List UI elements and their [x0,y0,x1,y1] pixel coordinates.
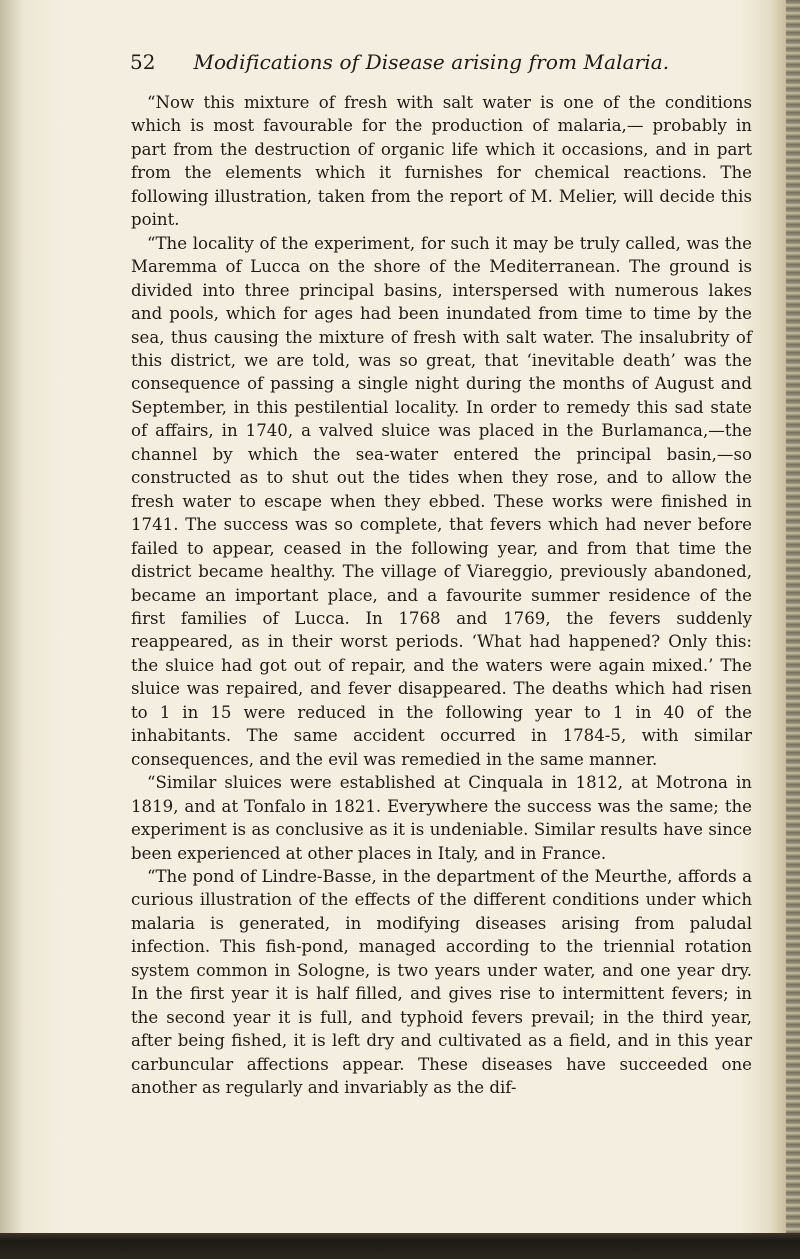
page-header [130,50,690,80]
body-text [131,91,752,1099]
paragraph: “Similar sluices were established at Cinquala in 1812, at Motrona in 1819, and at Tonfalo in 1821. Everywhere the success was the same; the experiment is as conclusive as it is undeniable. Similar results have since been experienced at other places in Italy, and in France. [131,773,752,863]
paragraph: “Now this mixture of fresh with salt water is one of the conditions which is most favourable for the production of malaria,— probably in part from the destruction of organic life which it occasions, and in part from the elements which it furnishes for chemical reactions. The following illustration, taken from the report of M. Melier, will decide this point. [131,93,752,230]
page-bottom-edge [0,1233,800,1259]
running-head: Modifications of Disease arising from Malaria. [193,50,670,74]
gutter-shadow [0,0,24,1259]
paragraph: “The pond of Lindre-Basse, in the department of the Meurthe, affords a curious illustration of the effects of the different conditions under which malaria is generated, in modifying diseases arising from paludal infection. This fish-pond, managed according to the triennial rotation system common in Sologne, is two years under water, and one year dry. In the first year it is half filled, and gives rise to intermittent fevers; in the second year it is full, and typhoid fevers prevail; in the third year, after being fished, it is left dry and cultivated as a field, and in this year carbuncular affections appear. These diseases have succeeded one another as regularly and invariably as the dif- [131,866,752,1098]
paragraph: “The locality of the experiment, for such it may be truly called, was the Maremma of Lucca on the shore of the Mediterranean. The ground is divided into three principal basins, interspersed with numerous lakes and pools, which for ages had been inundated from time to time by the sea, thus causing the mixture of fresh with salt water. The insalubrity of this district, we are told, was so great, that ‘inevitable death’ was the consequence of passing a single night during the months of August and September, in this pestilential locality. In order to remedy this sad state of affairs, in 1740, a valved sluice was placed in the Burlamanca,—the channel by which the sea-water entered the principal basin,—so constructed as to shut out the tides when they rose, and to allow the fresh water to escape when they ebbed. These works were finished in 1741. The success was so complete, that fevers which had never before failed to appear, ceased in the following year, and from that time the district became healthy. The village of Viareggio, previously abandoned, became an important place, and a favourite summer residence of the first families of Lucca. In 1768 and 1769, the fevers suddenly reappeared, as in their worst periods. ‘What had happened? Only this: the sluice had got out of repair, and the waters were again mixed.’ The sluice was repaired, and fever disappeared. The deaths which had risen to 1 in 15 were reduced in the following year to 1 in 40 of the inhabitants. The same accident occurred in 1784-5, with similar consequences, and the evil was remedied in the same manner. [131,233,752,769]
page-number: 52 [130,50,156,74]
page-edge [786,0,800,1259]
